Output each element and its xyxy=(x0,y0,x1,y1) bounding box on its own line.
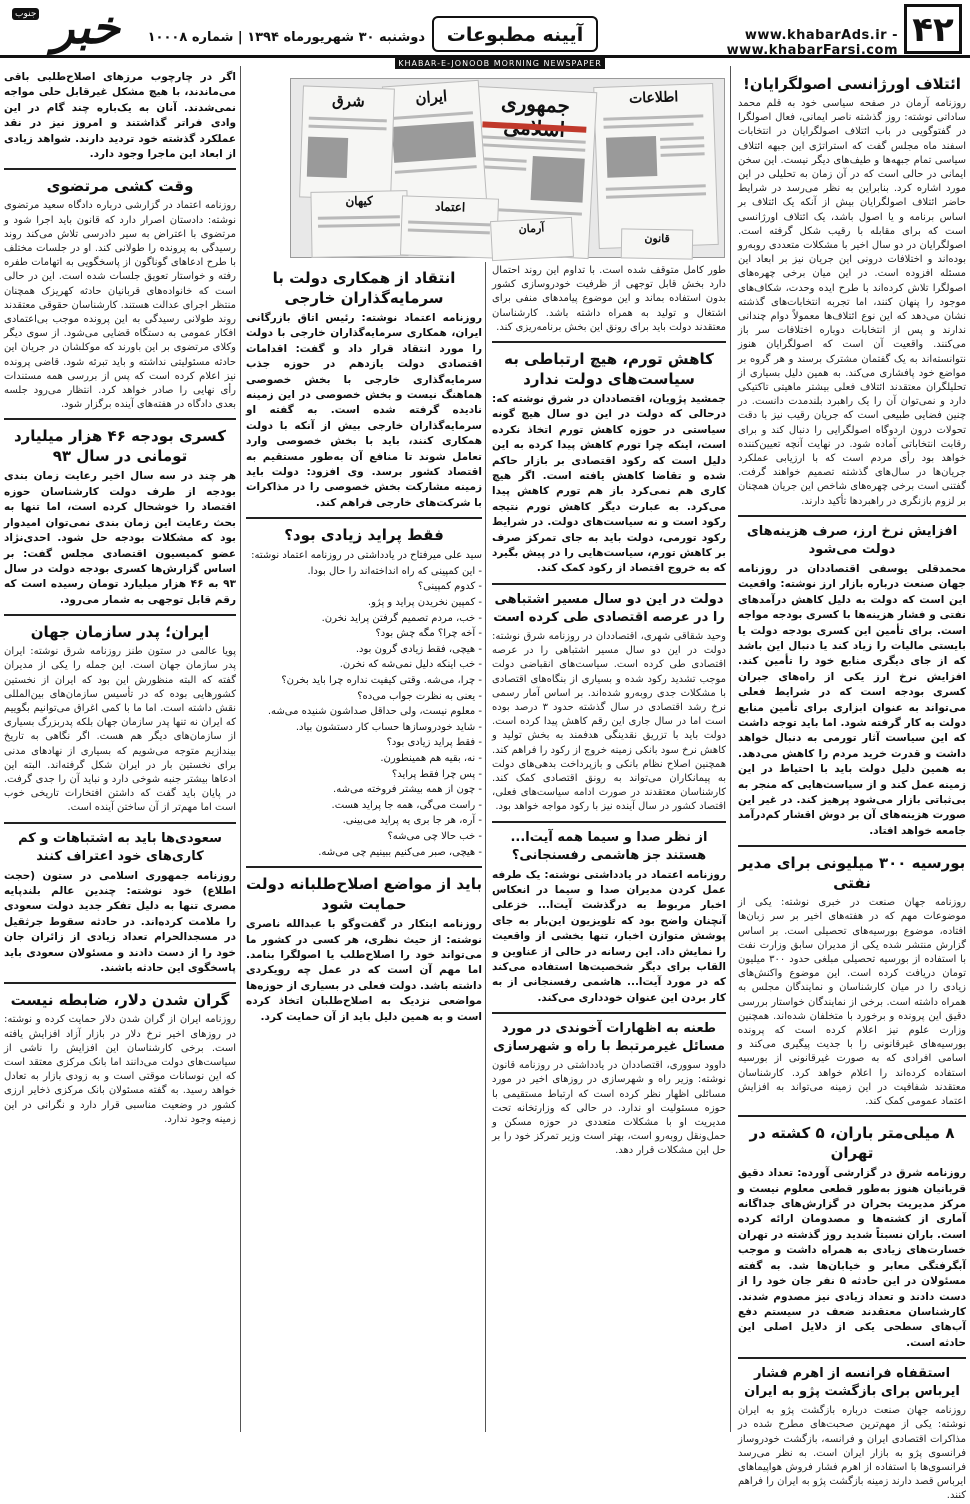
section-title: آیینه مطبوعات xyxy=(432,16,598,52)
divider xyxy=(4,168,236,170)
paper-title: کیهان xyxy=(345,193,373,209)
article-lead: جمشید پژویان، اقتصاددان در شرق نوشته که: درحالی که دولت در این دو سال هیچ گونه سیاستی در حوزه کاهش تورم اتخاذ نکرده است، اینکه چرا تورم کاهش پیدا کرده به این دلیل است که رکود اقتصادی بر بازار حاکم شده و تقاضا کاهش یافته است. اگر هیچ کاری هم نمی‌کرد باز هم تورم کاهش پیدا می‌کرد. به عبارت دیگر کاهش تورم نتیجه رکود است و نه سیاست‌های دولت. در شرایط رکود تورمی، دولت باید به جای تمرکز صرف بر کاهش تورم، سیاست‌هایی را در پیش بگیرد که به خروج اقتصاد از رکود کمک کند. xyxy=(492,393,726,575)
divider xyxy=(4,982,236,984)
paper-title: شرق xyxy=(331,91,366,111)
divider xyxy=(738,845,966,847)
divider xyxy=(492,341,726,343)
headline: بورسیه ۳۰۰ میلیونی برای مدیر نفتی xyxy=(738,854,966,893)
headline: دولت در این دو سال مسیر اشتباهی را در عرصه اقتصادی طی کرده است xyxy=(493,591,725,625)
divider xyxy=(4,614,236,616)
left-column xyxy=(4,70,236,1432)
paper-title: ایران xyxy=(414,87,448,108)
article-body: روزنامه آرمان در صفحه سیاسی خود به قلم محمد ساداتی نوشته: روز گذشته ناصر ایمانی، فعال اصولگرا در گفتوگویی در باب ائتلاف اصولگرایان در انتخابات اسفند ماه مجلس گفت که استراتژی این جبهه ائتلاف سیاسی تمام جبهه‌ها و طیف‌های دیگر نیست. این سخن ایمانی در حالی است که در آن زمان به تحلیلی در این مورد اشاره کرد. بنابراین به نظر می‌رسد در شرایط حاضر ائتلاف اصولگرایان بیش از آنکه یک ائتلاف بر اساس برنامه و یا اصول باشد، یک ائتلاف اورژانسی است که برای مقابله با رقیب شکل گرفته است. اصولگرایان در دو سال اخیر با مشکلات متعددی روبه‌رو بوده‌اند و اختلافات درونی این جریان نیز بر ابعاد این مسئله افزوده است. در این میان برخی چهره‌های اصولگرا تلاش کرده‌اند با طرح ایده وحدت، شکاف‌های موجود را پنهان کنند، اما تجربه انتخابات‌های گذشته نشان می‌دهد که این نوع ائتلاف‌ها معمولاً دوام چندانی ندارند و پس از انتخابات دوباره اختلافات سر باز می‌کنند. واقعیت آن است که اصولگرایان هنوز نتوانسته‌اند به یک گفتمان مشترک برسند و هر گروه بر مواضع خود پافشاری می‌کند. به همین دلیل بسیاری از تحلیلگران معتقدند ائتلاف فعلی بیشتر ماهیتی تاکتیکی دارد و نمی‌توان آن را یک راهبرد بلندمدت دانست. در چنین فضایی طبیعی است که جریان رقیب نیز با دقت تحولات درون اردوگاه اصولگرایی را دنبال کند و برای رقابت انتخاباتی آماده شود. در نهایت آنچه تعیین‌کننده خواهد بود رأی مردم است که با ارزیابی عملکرد جریان‌ها در سال‌های گذشته تصمیم خواهند گرفت. گفتنی است برخی چهره‌های شاخص این جریان همچنان بر لزوم بازنگری در راهبردها تأکید دارند. xyxy=(738,98,966,507)
newspaper-logo xyxy=(8,2,120,56)
site-urls[interactable]: www.khabarAds.ir - www.khabarFarsi.com xyxy=(726,28,898,58)
dialogue-line: - چون از همه بیشتر فروخته می‌شه. xyxy=(333,784,482,796)
headline: افزایش نرخ ارز، صرف هزینه‌های دولت می‌شود xyxy=(746,523,958,557)
divider xyxy=(738,1357,966,1359)
dialogue-line: - هیچی، فقط زیادی گرون بود. xyxy=(355,643,482,655)
middle-right-column xyxy=(492,264,726,1432)
divider xyxy=(738,1115,966,1117)
dialogue-line: - کدوم کمپینی؟ xyxy=(417,581,482,593)
headline: باید از مواضع اصلاح‌طلبانه دولت حمایت شود xyxy=(246,875,482,914)
article-lead: روزنامه جمهوری اسلامی در ستون (حجت اطلاع) خود نوشته: چندین عالم بلندپایه مصری تنها به دلیل تفکر جدید دولت سعودی را ملامت کرده‌اند. در حادثه سقوط جرثقیل در مسجدالحرام تعداد زیادی از زائران جان خود را از دست دادند و مسئولان سعودی باید پاسخگوی این حادثه باشند. xyxy=(4,869,236,975)
dialogue-line: - خب حالا چی می‌شه؟ xyxy=(387,830,482,842)
headline: کسری بودجه ۴۶ هزار میلیارد تومانی در سال ۹۳ xyxy=(13,427,227,466)
article-lead: محمدقلی یوسفی اقتصاددان در روزنامه جهان صنعت درباره بازار ارز نوشته: واقعیت این است که دولت به دلیل کاهش درآمدهای نفتی و فشار هزینه‌ها با کسری بودجه مواجه است. برای تأمین این کسری بودجه دولت یا بایستی مالیات را زیاد کند یا دنبال این باشد که از جای دیگری منابع خود را تأمین کند. افزایش نرخ ارز یکی از راه‌های جبران کسری بودجه است که در شرایط فعلی می‌تواند به عنوان ابزاری برای تأمین منابع دولت به کار گرفته شود. اما باید توجه داشت که این سیاست آثار تورمی به دنبال خواهد داشت و قدرت خرید مردم را کاهش می‌دهد. به همین دلیل دولت باید با احتیاط در این زمینه عمل کند و از سیاست‌هایی که منجر به بی‌ثباتی بازار می‌شود پرهیز کند. در غیر این صورت هزینه‌های آن بر دوش اقشار کم‌درآمد جامعه خواهد افتاد. xyxy=(738,562,966,837)
column-rule xyxy=(730,66,731,1432)
divider xyxy=(246,517,482,519)
headline: از نظر صدا و سیما همه آیت‌ا... هستند جز هاشمی رفسنجانی؟ xyxy=(510,829,708,863)
divider xyxy=(4,418,236,420)
dialogue-line: - آره، هر جا بری یه پراید می‌بینی. xyxy=(342,815,482,827)
newspaper-image xyxy=(310,190,408,258)
headline: ایران؛ پدر سازمان جهان xyxy=(30,623,210,642)
column-rule xyxy=(485,262,486,1432)
article-body: روزنامه اعتماد در گزارشی درباره دادگاه سعید مرتضوی نوشته: دادستان اصرار دارد که قانون باید اجرا شود و مرتضوی با اعتراض به سیر دادرسی تلاش می‌کند روند رسیدگی به پرونده را طولانی کند. او در جلسات مختلف با طرح ادعاهای گوناگون از پاسخگویی به اتهامات طفره رفته و خواستار تعویق جلسات شده است. این در حالی است که خانواده‌های قربانیان حادثه کهریزک همچنان منتظر اجرای عدالت هستند. کارشناسان حقوقی معتقدند روند طولانی رسیدگی به این پرونده موجب بی‌اعتمادی افکار عمومی به دستگاه قضایی می‌شود. از سوی دیگر وکلای مرتضوی بر این باورند که موکلشان در جریان این حادثه مسئولیتی نداشته و باید تبرئه شود. قاضی پرونده نیز اعلام کرده است که پس از بررسی همه مستندات رأی نهایی را صادر خواهد کرد. انتظار می‌رود جلسه بعدی دادگاه در هفته‌های آینده برگزار شود. xyxy=(4,200,236,411)
article-body: پویا عالمی در ستون طنز روزنامه شرق نوشته: ایران پدر سازمان جهان است. این جمله را یکی از مدیران گفته که البته منظورش این بود که ایران از نخستین کشورهایی بوده که در تأسیس سازمان‌های بین‌المللی نقش داشته است. اما ما با کمی اغراق می‌توانیم بگوییم که ایران نه تنها پدر سازمان جهان بلکه پدربزرگ بسیاری از سازمان‌های دیگر هم هست. اگر نگاهی به تاریخ بیندازیم متوجه می‌شویم که بسیاری از نهادهای مدنی برای نخستین بار در ایران شکل گرفته‌اند. البته این ادعاها بیشتر جنبه شوخی دارد و نباید آن را جدی گرفت. در پایان باید گفت که داشتن افتخارات تاریخی خوب است اما مهم‌تر از آن ساختن آینده است. xyxy=(4,646,236,814)
article-body: داوود سووری، اقتصاددان در یادداشتی در روزنامه قانون نوشته: وزیر راه و شهرسازی در روزهای اخیر در مورد مسائلی اظهار نظر کرده است که ارتباط مستقیمی با حوزه مسئولیت او ندارد. در حالی که وزارتخانه تحت مدیریت او با مشکلات متعددی در حوزه مسکن و حمل‌ونقل روبه‌رو است، بهتر است وزیر تمرکز خود را بر حل این مشکلات قرار دهد. xyxy=(492,1060,726,1157)
dialogue-line: - فقط پراید زیادی بود؟ xyxy=(386,737,482,749)
dialogue-line: - آخه چرا؟ مگه چش بود؟ xyxy=(375,628,482,640)
article-body: طور کامل متوقف شده است. با تداوم این روند احتمال دارد بخش قابل توجهی از ظرفیت خودروسازی کشور بدون استفاده بماند و این موضوع پیامدهای منفی برای اشتغال و تولید به همراه داشته باشد. کارشناسان معتقدند دولت باید برای رونق این بخش برنامه‌ریزی کند. xyxy=(492,265,726,333)
dialogue-block xyxy=(246,548,482,860)
divider xyxy=(4,822,236,824)
article-body: وحید شقاقی شهری، اقتصاددان در روزنامه شرق نوشته: دولت در این دو سال مسیر اشتباهی را در عرصه اقتصادی طی کرده است. سیاست‌های انقباضی دولت موجب تشدید رکود شده و بسیاری از بنگاه‌های اقتصادی با مشکلات جدی روبه‌رو شده‌اند. بر اساس آمار رسمی نرخ رشد اقتصادی در سال گذشته حدود ۳ درصد بوده است اما در سال جاری این رقم کاهش پیدا کرده است. دولت باید با تزریق نقدینگی هدفمند به بخش تولید و کاهش نرخ سود بانکی زمینه خروج از رکود را فراهم کند. همچنین اصلاح نظام بانکی و بازپرداخت بدهی‌های دولت به پیمانکاران می‌تواند به رونق اقتصادی کمک کند. کارشناسان معتقدند در صورت ادامه سیاست‌های فعلی، اقتصاد کشور در سال آینده نیز با رکود مواجه خواهد بود. xyxy=(492,630,726,813)
dialogue-line: - یعنی به نظرت جواب می‌ده؟ xyxy=(357,690,482,702)
article-lead: هر چند در سه سال اخیر رعایت زمان بندی بودجه از طرف دولت کارشناسان حوزه اقتصاد را خوشحال کرده است، اما تنها به بحث رعایت این زمان بندی نمی‌توان امیدوار بود که مشکلات بودجه حل شود. احدی‌نژاد عضو کمیسیون اقتصادی مجلس گفت: بر اساس گزارش‌ها کسری بودجه دولت در سال ۹۳ به ۴۶ هزار میلیارد تومان رسیده است که رقم قابل توجهی به شمار می‌رود. xyxy=(4,470,236,606)
column-rule xyxy=(240,66,241,1432)
dialogue-line: - خب، مردم تصمیم گرفتن پراید نخرن. xyxy=(321,612,482,624)
article-body: روزنامه جهان صنعت در خبری نوشته: یکی از موضوعات مهم که در هفته‌های اخیر بر سر زبان‌ها افتاده، موضوع بورسیه‌های تحصیلی است. بر اساس گزارش منتشر شده یکی از مدیران سابق وزارت نفت با استفاده از بورسیه تحصیلی مبلغی حدود ۳۰۰ میلیون تومان دریافت کرده است. این موضوع واکنش‌های زیادی را در میان کارشناسان و نمایندگان مجلس به همراه داشته است. برخی از نمایندگان خواستار بررسی دقیق این پرونده و برخورد با متخلفان شده‌اند. همچنین وزارت علوم نیز اعلام کرده است که پرونده بورسیه‌های غیرقانونی را با جدیت پیگیری می‌کند و اسامی افرادی که به صورت غیرقانونی از بورسیه استفاده کرده‌اند را اعلام خواهد کرد. کارشناسان معتقدند شفافیت در این زمینه می‌تواند به افزایش اعتماد عمومی کمک کند. xyxy=(738,897,967,1108)
dialogue-line: - معلوم نیست، ولی حداقل صداشون شنیده می‌شه. xyxy=(267,706,482,718)
newspaper-image xyxy=(400,195,499,258)
page-number: ۴۲ xyxy=(904,4,962,54)
newspaper-image xyxy=(382,80,487,208)
headline: انتقاد از همکاری دولت با سرمایه‌گذاران خارجی xyxy=(272,269,456,307)
divider xyxy=(492,1012,726,1014)
newspaper-image xyxy=(593,83,719,249)
dialogue-line: - شاید خودروسازها حساب کار دستشون بیاد. xyxy=(295,721,482,733)
dialogue-line: - چرا، می‌شه. وقتی کیفیت نداره چرا باید بخرن؟ xyxy=(281,675,482,687)
newspaper-image xyxy=(299,85,395,200)
masthead-banner: KHABAR-E-JONOOB MORNING NEWSPAPER xyxy=(395,58,605,69)
dialogue-line: - نه، بقیه هم همینطورن. xyxy=(380,753,482,764)
issue-line: دوشنبه ۳۰ شهریورماه ۱۳۹۴ | شماره ۱۰۰۰۸ xyxy=(147,30,425,45)
article-lead: روزنامه اعتماد نوشته: رئیس اتاق بازرگانی ایران، همکاری سرمایه‌گذاران خارجی با دولت را مورد انتقاد قرار داد و گفت: اقدامات اقتصادی دولت یازدهم در حوزه جذب سرمایه‌گذاری خارجی با بخش خصوصی هماهنگ نیست و بخش خصوصی در این زمینه نادیده گرفته شده است. به گفته او سرمایه‌گذاران خارجی بیش از آنکه با دولت همکاری کنند، باید با بخش خصوصی وارد تعامل شوند تا منافع آن به‌طور مستقیم به اقتصاد کشور برسد. وی افزود: دولت باید زمینه مشارکت بخش خصوصی را در مذاکرات با شرکت‌های خارجی فراهم کند. xyxy=(246,312,482,509)
headline: گران شدن دلار، ضابطه نیست xyxy=(10,991,230,1010)
newspapers-photo xyxy=(290,78,725,258)
dialogue-line: سید علی میرفتاح در یادداشتی در روزنامه اعتماد نوشته: xyxy=(251,550,482,562)
paper-title: جمهوری xyxy=(500,90,571,118)
article-lead: روزنامه ابتکار در گفت‌وگو با عبدالله ناصری نوشته: از حیث نظری، هر کسی در کشور ما می‌تواند خود را اصلاح‌طلب یا اصولگرا بنامد. اما مهم آن است که در عمل چه رویکردی داشته باشد. دولت فعلی در بسیاری از حوزه‌ها مواضعی نزدیک به اصلاح‌طلبان اتخاذ کرده است و به همین دلیل باید از آن حمایت کرد. xyxy=(246,918,482,1023)
headline: ائتلاف اورژانسی اصولگرایان! xyxy=(743,75,961,93)
dialogue-line: - راست می‌گی، همه جا پراید هست. xyxy=(331,799,482,811)
divider xyxy=(738,515,966,517)
dialogue-line: - هیچی، صبر می‌کنیم ببینیم چی می‌شه. xyxy=(318,846,482,858)
paper-title: قانون xyxy=(644,231,670,246)
headline: ۸ میلی‌متر باران، ۵ کشته در تهران xyxy=(749,1124,955,1163)
article-lead: اگر در چارچوب مرزهای اصلاح‌طلبی باقی می‌ماندند، با هیچ مشکل غیرقابل حلی مواجه نمی‌شدند. آنان به یک‌باره چند گام در این وادی فراتر گذاشتند و امروز نیز در نقد عملکرد گذشته خود تردید دارند. شواهد زیادی از ابعاد این ماجرا وجود دارد. xyxy=(4,71,236,161)
dialogue-line: - کمپین نخریدن پراید و پژو. xyxy=(367,597,482,609)
dialogue-line: - پس چرا فقط پراید؟ xyxy=(391,768,482,780)
divider xyxy=(492,821,726,823)
article-lead: روزنامه شرق در گزارشی آورده: تعداد دقیق قربانیان هنوز به‌طور قطعی معلوم نیست و مرکز مدیریت بحران در گزارش‌های جداگانه آماری از کشته‌ها و مصدومان ارائه کرده است. باران نسبتاً شدید روز گذشته در تهران خسارت‌های زیادی به همراه داشت و موجب آبگرفتگی معابر و خیابان‌ها شد. به گفته مسئولان در این حادثه ۵ نفر جان خود را از دست دادند و تعداد زیادی نیز مصدوم شدند. کارشناسان معتقدند ضعف در سیستم دفع آب‌های سطحی یکی از دلایل اصلی این حادثه است. xyxy=(738,1167,967,1349)
newspaper-image xyxy=(621,228,694,259)
article-body: روزنامه ایران از گران شدن دلار حمایت کرده و نوشته: در روزهای اخیر نرخ دلار در بازار آزاد افزایش یافته است. برخی کارشناسان این افزایش را ناشی از سیاست‌های دولت می‌دانند اما بانک مرکزی معتقد است که این نوسانات موقتی است و به زودی بازار به تعادل خواهد رسید. به گفته مسئولان بانک مرکزی ذخایر ارزی کشور در وضعیت مناسبی قرار دارد و نگرانی در این زمینه وجود ندارد. xyxy=(4,1014,236,1125)
dialogue-line: - این کمپینی که راه انداخته‌اند را حال بودا. xyxy=(307,565,482,577)
middle-left-column xyxy=(246,264,482,1432)
headline: طعنه به اظهارات آخوندی در مورد مسائل غیرمرتبط با راه و شهرسازی xyxy=(493,1021,725,1055)
divider xyxy=(246,866,482,868)
right-column xyxy=(738,70,967,1502)
article-body: روزنامه جهان صنعت درباره بازگشت پژو به ایران نوشته: یکی از مهم‌ترین صحبت‌های مطرح شده در مذاکرات اقتصادی ایران و فرانسه، بازگشت خودروساز فرانسوی پژو به بازار ایران است. به نظر می‌رسد فرانسوی‌ها با استفاده از اهرم فشار فروش هواپیماهای ایرباس قصد دارند زمینه بازگشت پژو به ایران را فراهم کنند. xyxy=(738,1405,966,1502)
headline: فقط پراید زیادی بود؟ xyxy=(284,526,444,545)
dialogue-line: - خب اینکه دلیل نمی‌شه که نخرن. xyxy=(339,659,482,671)
headline: وقت کشی مرتضوی xyxy=(46,177,194,196)
logo-text: خبر xyxy=(52,0,120,54)
paper-title: اعتماد xyxy=(434,199,466,215)
newspaper-image xyxy=(490,217,574,261)
headline: کاهش تورم، هیچ ارتباطی به سیاست‌های دولت ندارد xyxy=(504,350,714,389)
paper-title: اطلاعات xyxy=(628,89,679,107)
paper-title: آرمان xyxy=(518,221,545,236)
article-lead: روزنامه اعتماد در یادداشتی نوشته: یک طرفه عمل کردن مدیران صدا و سیما در انعکاس اخبار مربوط به درگذشت آیت‌ا... خزعلی آنچنان واضح بود که تلویزیون این‌بار به جای پوشش متوازن اخبار، تنها بخشی از واقعیت را نمایش داد. این رسانه در حالی از عناوین و القاب برای دیگر شخصیت‌ها استفاده می‌کند که در مورد آیت‌ا... هاشمی رفسنجانی از به کار بردن این عنوان خودداری می‌کند. xyxy=(492,868,726,1004)
logo-sub: جنوب xyxy=(12,8,39,20)
headline: سعودی‌ها باید به اشتباهات و کم کاری‌های خود اعتراف کنند xyxy=(18,830,222,864)
divider xyxy=(492,583,726,585)
headline: استقفاه فرانسه از اهرم فشار ایرباس برای بازگشت پژو به ایران xyxy=(744,1366,960,1400)
